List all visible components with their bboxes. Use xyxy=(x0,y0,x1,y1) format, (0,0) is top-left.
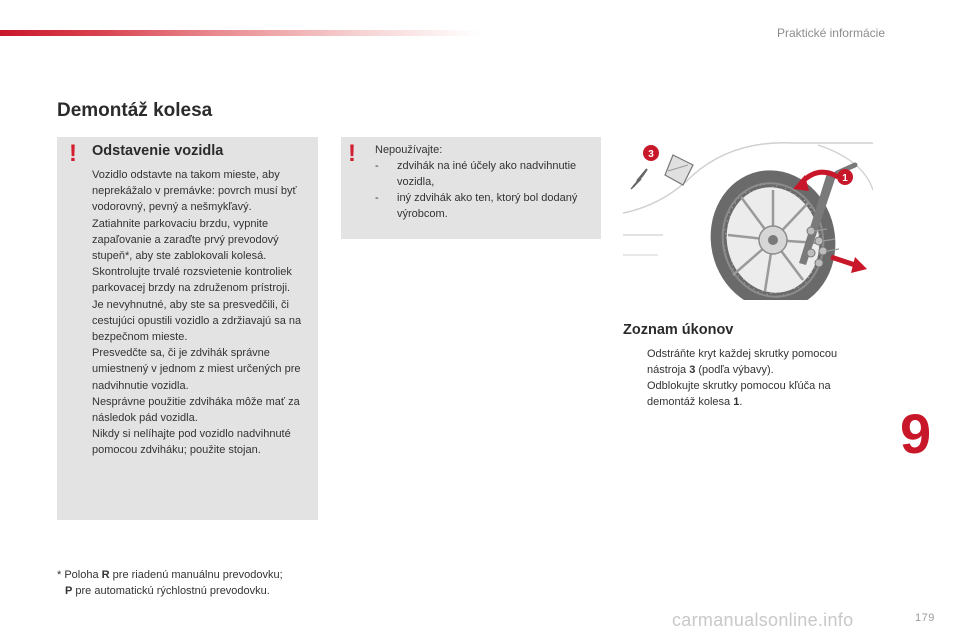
warning-paragraph: Skontrolujte trvalé rozsvietenie kontroliek parkovacej brzdy na združenom prístroji. xyxy=(92,266,292,295)
section-title: Praktické informácie xyxy=(776,26,885,40)
step-item xyxy=(623,378,873,410)
step-item xyxy=(623,346,873,378)
warning-paragraph: Presvedčte sa, či je zdvihák správne umiestnený v jednom z miest určených pre nadvihnutie vozidla. xyxy=(92,347,301,392)
step-text: . xyxy=(739,396,743,408)
footnote-line-2 xyxy=(57,583,327,599)
warning-paragraph: Vozidlo odstavte na takom mieste, aby neprekážalo v premávke: povrch musí byť vodorovný, pevný a nešmykľavý. xyxy=(92,169,297,214)
steps-title: Zoznam úkonov xyxy=(623,322,734,338)
warning-box-heading: Odstavenie vozidla xyxy=(92,143,224,159)
page-title: Demontáž kolesa xyxy=(57,100,213,121)
footnote-text: pre automatickú rýchlostnú prevodovku. xyxy=(72,585,270,597)
step-text: Odblokujte skrutky pomocou kľúča na demontáž kolesa xyxy=(647,380,831,408)
footnote-bold: R xyxy=(101,569,110,581)
notice-item-text: iný zdvihák ako ten, ktorý bol dodaný výrobcom. xyxy=(397,192,578,220)
footnote-line-1 xyxy=(57,567,327,583)
dash-marker: - xyxy=(375,160,379,172)
footnote-text: pre riadenú manuálnu prevodovku; xyxy=(109,569,283,581)
step-ref: 1 xyxy=(733,396,740,408)
footnote xyxy=(57,567,327,599)
warning-paragraph: Nikdy si nelíhajte pod vozidlo nadvihnuté pomocou zdviháku; použite stojan. xyxy=(92,428,291,457)
watermark: carmanualsonline.info xyxy=(672,610,854,630)
warning-icon: ! xyxy=(348,140,356,167)
warning-paragraph: Nesprávne použitie zdviháka môže mať za následok pád vozidla. xyxy=(92,395,300,425)
header-accent-bar xyxy=(0,30,480,36)
chapter-number: 9 xyxy=(900,402,932,465)
footnote-bold: P xyxy=(65,585,73,597)
warning-paragraph: Je nevyhnutné, aby ste sa presvedčili, či cestujúci opustili vozidlo a zdržiavajú sa na bezpečnom mieste. xyxy=(92,298,302,344)
steps-list xyxy=(623,346,873,410)
step-ref: 3 xyxy=(689,364,696,376)
warning-box xyxy=(57,137,318,520)
warning-paragraph: Zatiahnite parkovaciu brzdu, vypnite zapaľovanie a zaraďte prvý prevodový stupeň*, aby ste zablokovali kolesá. xyxy=(92,217,279,263)
notice-item-text: zdvihák na iné účely ako nadvihnutie vozidla, xyxy=(397,160,577,188)
footnote-star: * xyxy=(57,569,62,581)
notice-box xyxy=(341,137,601,239)
page-number: 179 xyxy=(915,612,935,624)
footnote-text: Poloha xyxy=(64,569,102,581)
dash-marker: - xyxy=(375,192,379,204)
step-text: Odstráňte kryt každej skrutky pomocou nástroja xyxy=(647,348,838,376)
callout-label-1: 1 xyxy=(842,173,848,184)
notice-list-item xyxy=(375,190,597,222)
step-text: (podľa výbavy). xyxy=(695,364,774,376)
notice-list xyxy=(375,158,597,222)
wheel-removal-illustration xyxy=(623,135,873,300)
notice-intro: Nepoužívajte: xyxy=(375,144,443,156)
warning-icon: ! xyxy=(69,140,77,167)
notice-box-body xyxy=(375,142,597,222)
callout-label-3: 3 xyxy=(648,149,654,160)
warning-box-body xyxy=(92,167,312,459)
notice-list-item xyxy=(375,158,597,190)
